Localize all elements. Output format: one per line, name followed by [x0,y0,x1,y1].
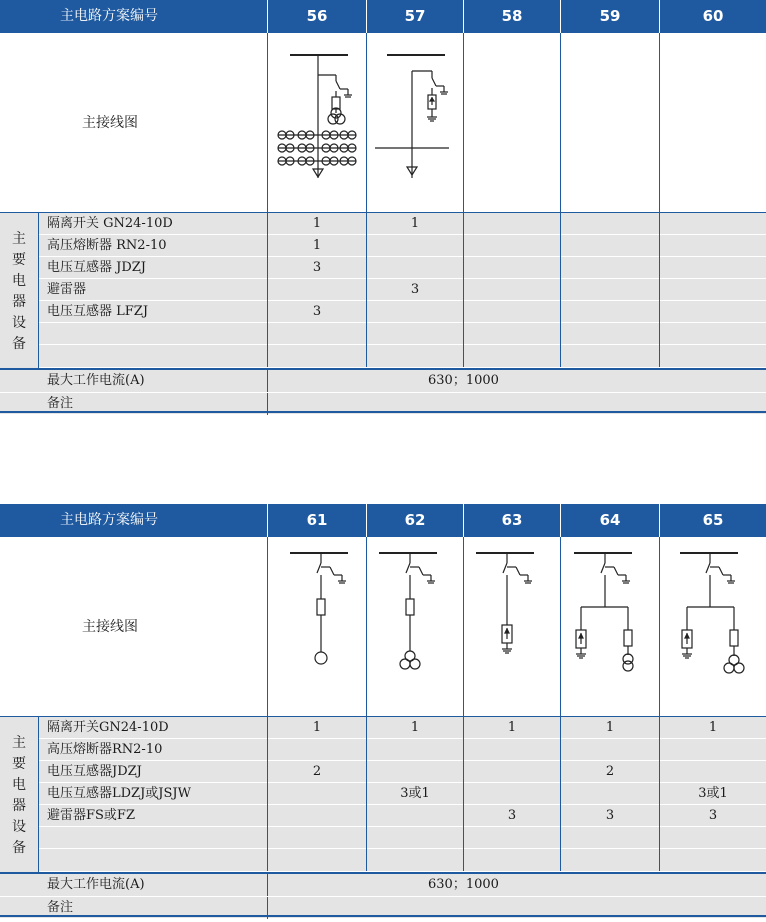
side-char: 设 [12,315,26,331]
diagram-56 [268,33,367,212]
row-val [660,849,766,871]
header-col: 62 [367,504,464,537]
table-row [39,739,766,761]
side-char: 设 [12,819,26,835]
row-val [367,805,464,827]
header-col: 58 [464,0,561,33]
header-col: 63 [464,504,561,537]
row-name: 电压互感器LDZJ或JSJW [39,783,268,805]
diagram-65 [660,537,766,716]
row-val [660,279,766,301]
row-val: 1 [708,720,718,735]
header-col: 56 [268,0,367,33]
row-name [39,323,268,345]
remark-label: 备注 [0,897,268,919]
side-char: 备 [12,840,26,856]
diagram-row [0,33,766,213]
row-name: 电压互感器 JDZJ [39,257,268,279]
header-col: 64 [561,504,660,537]
divider [0,915,766,917]
side-char: 主 [12,735,26,751]
diagram-63 [464,537,561,716]
header-col: 65 [702,511,724,529]
row-val: 3 [367,279,464,301]
table-row [39,323,766,345]
row-val [464,279,561,301]
row-val [367,827,464,849]
row-val [561,301,660,323]
current-value: 630；1000 [428,877,499,892]
row-val [367,345,464,367]
row-val [268,783,367,805]
row-val: 1 [367,213,464,235]
row-val [367,323,464,345]
table-row [39,235,766,257]
row-val [268,345,367,367]
diagram-64 [561,537,660,716]
row-name: 电压互感器JDZJ [39,761,268,783]
row-val [464,761,561,783]
current-row [0,370,766,392]
row-val: 1 [268,213,367,235]
equipment-side-label [0,213,39,368]
row-val: 3 [708,808,718,823]
row-val [561,739,660,761]
side-char: 主 [12,231,26,247]
row-val [464,345,561,367]
scheme-table-2 [0,504,766,917]
diagram-row [0,537,766,717]
row-name: 隔离开关 GN24-10D [39,213,268,235]
row-val [367,849,464,871]
equipment-side-label [0,717,39,872]
row-val [268,849,367,871]
table-row [39,257,766,279]
side-char: 电 [12,273,26,289]
table-row [39,301,766,323]
diagram-label: 主接线图 [0,537,268,716]
row-val [464,739,561,761]
row-val: 2 [268,761,367,783]
row-val: 3 [268,301,367,323]
row-val [268,279,367,301]
table-header [0,0,766,33]
row-name: 高压熔断器RN2-10 [39,739,268,761]
divider [0,411,766,413]
diagram-59 [561,33,660,212]
side-char: 器 [12,294,26,310]
row-val [268,827,367,849]
side-char: 要 [12,756,26,772]
header-title: 主电路方案编号 [0,0,268,33]
row-val: 2 [561,761,660,783]
scheme-table-1 [0,0,766,413]
row-val [561,783,660,805]
row-val [367,301,464,323]
row-name: 高压熔断器 RN2-10 [39,235,268,257]
row-val: 3 [464,805,561,827]
row-val [660,323,766,345]
row-val [561,213,660,235]
table-row [39,279,766,301]
row-val [660,345,766,367]
table-row [39,761,766,783]
row-val: 1 [268,235,367,257]
row-val [268,739,367,761]
diagram-60 [660,33,766,212]
table-row [39,213,766,235]
row-val [660,235,766,257]
header-col: 57 [367,0,464,33]
row-val [464,323,561,345]
row-name: 电压互感器 LFZJ [39,301,268,323]
side-char: 备 [12,336,26,352]
table-row [39,827,766,849]
row-val [660,827,766,849]
row-val [660,257,766,279]
row-name: 避雷器 [39,279,268,301]
row-val [464,301,561,323]
row-val [367,257,464,279]
row-name: 隔离开关GN24-10D [39,717,268,739]
header-col: 61 [268,504,367,537]
diagram-57 [367,33,464,212]
row-val [464,257,561,279]
row-val [561,345,660,367]
table-row [39,783,766,805]
row-val [367,235,464,257]
header-col: 59 [561,0,660,33]
table-header [0,504,766,537]
row-name [39,345,268,367]
header-col: 60 [702,7,724,25]
row-val [561,827,660,849]
current-row [0,874,766,896]
row-val: 1 [561,717,660,739]
row-val [268,323,367,345]
diagram-58 [464,33,561,212]
row-val [561,849,660,871]
row-val: 3或1 [367,783,464,805]
row-val [561,257,660,279]
table-row [39,717,766,739]
table-row [39,849,766,872]
row-val [464,783,561,805]
row-val [268,805,367,827]
row-val: 3或1 [698,786,728,801]
side-char: 电 [12,777,26,793]
row-name [39,849,268,871]
row-name [39,827,268,849]
side-char: 要 [12,252,26,268]
row-val [561,279,660,301]
row-val [464,827,561,849]
row-val: 1 [464,717,561,739]
row-val: 3 [268,257,367,279]
row-val: 1 [367,717,464,739]
diagram-62 [367,537,464,716]
current-value: 630；1000 [428,373,499,388]
table-row [39,805,766,827]
row-val [464,235,561,257]
row-val [660,213,766,235]
side-char: 器 [12,798,26,814]
current-label: 最大工作电流(A) [0,370,268,392]
row-val [464,213,561,235]
row-val [660,761,766,783]
row-val [660,301,766,323]
header-title: 主电路方案编号 [0,504,268,537]
row-val [367,761,464,783]
row-val [561,235,660,257]
diagram-61 [268,537,367,716]
row-val: 1 [268,717,367,739]
row-val: 3 [561,805,660,827]
row-val [561,323,660,345]
current-label: 最大工作电流(A) [0,874,268,896]
table-row [39,345,766,368]
row-name: 避雷器FS或FZ [39,805,268,827]
remark-label: 备注 [0,393,268,415]
row-val [367,739,464,761]
row-val [464,849,561,871]
diagram-label: 主接线图 [0,33,268,212]
row-val [660,739,766,761]
